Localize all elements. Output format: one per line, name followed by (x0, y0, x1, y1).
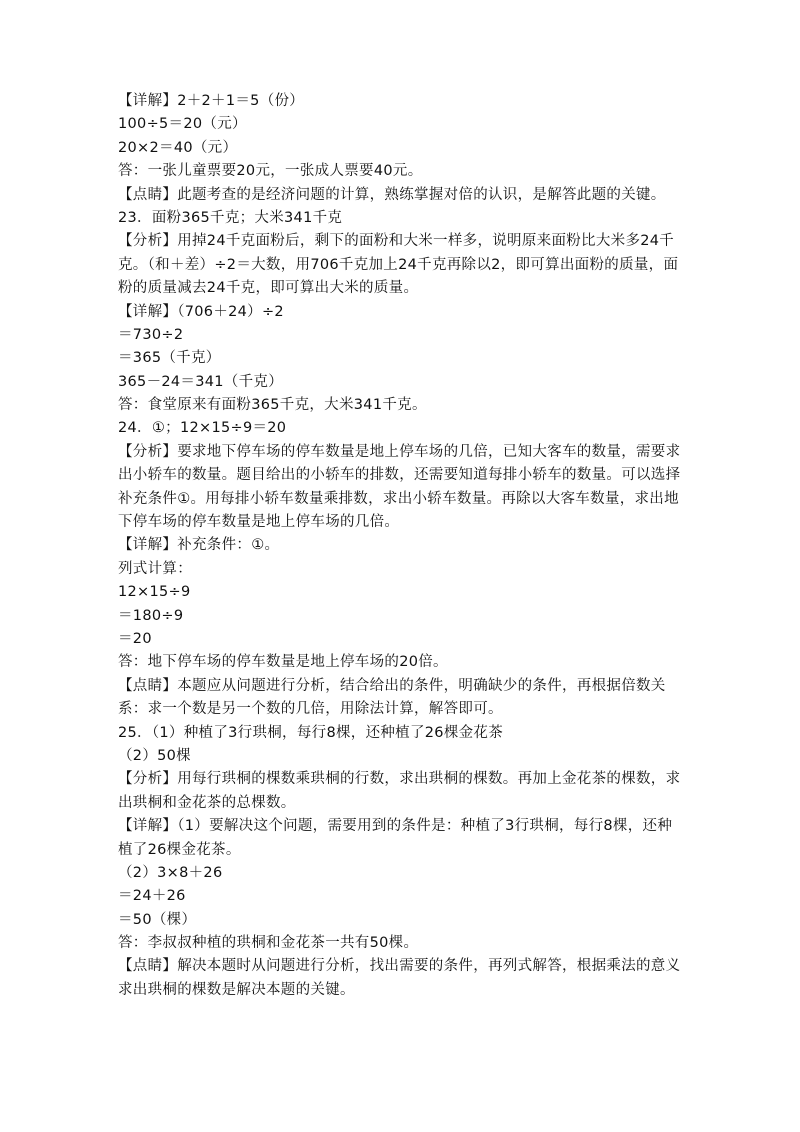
text-line: 列式计算： (118, 560, 192, 577)
text-line: 补充条件①。用每排小轿车数量乘排数，求出小轿车数量。再除以大客车数量，求出地 (118, 490, 679, 507)
question-answer-line: 24．①；12×15÷9＝20 (118, 420, 287, 437)
text-line: 下停车场的停车数量是地上停车场的几倍。 (118, 514, 400, 531)
text-line: 12×15÷9 (118, 584, 191, 601)
text-line: 求出珙桐的棵数是解决本题的关键。 (118, 981, 355, 998)
text-line: 【详解】（1）要解决这个问题，需要用到的条件是：种植了3行珙桐，每行8棵，还种 (118, 818, 673, 835)
text-line: 【点睛】解决本题时从问题进行分析，找出需要的条件，再列式解答，根据乘法的意义 (118, 958, 681, 975)
text-line: 365－24＝341（千克） (118, 373, 284, 390)
text-line: 【详解】2＋2＋1＝5（份） (118, 93, 305, 109)
text-line: （2）50棵 (118, 747, 191, 764)
text-line: 【详解】补充条件：①。 (118, 537, 280, 554)
text-line: 粉的质量减去24千克，即可算出大米的质量。 (118, 280, 419, 297)
text-line: 【点睛】此题考查的是经济问题的计算，熟练掌握对倍的认识，是解答此题的关键。 (118, 186, 666, 203)
text-line: 【分析】要求地下停车场的停车数量是地上停车场的几倍，已知大客车的数量，需要求 (118, 443, 681, 460)
text-line: 出珙桐和金花茶的总棵数。 (118, 794, 296, 811)
text-line: ＝730÷2 (118, 326, 184, 343)
text-line: 20×2＝40（元） (118, 139, 238, 156)
text-line: 答：食堂原来有面粉365千克，大米341千克。 (118, 397, 427, 414)
text-line: ＝180÷9 (118, 607, 184, 624)
text-line: 【点睛】本题应从问题进行分析，结合给出的条件，明确缺少的条件，再根据倍数关 (118, 677, 666, 694)
text-line: 出小轿车的数量。题目给出的小轿车的排数，还需要知道每排小轿车的数量。可以选择 (118, 467, 681, 484)
text-line: ＝50（棵） (118, 911, 197, 928)
document-body (118, 90, 681, 1002)
text-line: 答：一张儿童票要20元，一张成人票要40元。 (118, 163, 423, 180)
text-line: 【分析】用每行珙桐的棵数乘珙桐的行数，求出珙桐的棵数。再加上金花茶的棵数，求 (118, 771, 681, 788)
text-line: 100÷5＝20（元） (118, 116, 247, 133)
text-line: 答：李叔叔种植的珙桐和金花茶一共有50棵。 (118, 935, 419, 952)
question-answer-line: 25．（1）种植了3行珙桐，每行8棵，还种植了26棵金花茶 (118, 724, 504, 741)
text-line: 系：求一个数是另一个数的几倍，用除法计算，解答即可。 (118, 701, 503, 718)
text-line: ＝365（千克） (118, 350, 221, 367)
text-line: ＝20 (118, 630, 152, 647)
question-answer-line: 23．面粉365千克；大米341千克 (118, 209, 343, 226)
text-line: 【分析】用掉24千克面粉后，剩下的面粉和大米一样多，说明原来面粉比大米多24千 (118, 233, 675, 250)
text-line: 【详解】（706＋24）÷2 (118, 303, 284, 320)
text-line: ＝24＋26 (118, 888, 186, 905)
text-line: （2）3×8＋26 (118, 864, 223, 881)
text-line: 植了26棵金花茶。 (118, 841, 241, 858)
text-line: 答：地下停车场的停车数量是地上停车场的20倍。 (118, 654, 448, 671)
text-line: 克。（和＋差）÷2＝大数，用706千克加上24千克再除以2，即可算出面粉的质量，面 (118, 256, 679, 273)
